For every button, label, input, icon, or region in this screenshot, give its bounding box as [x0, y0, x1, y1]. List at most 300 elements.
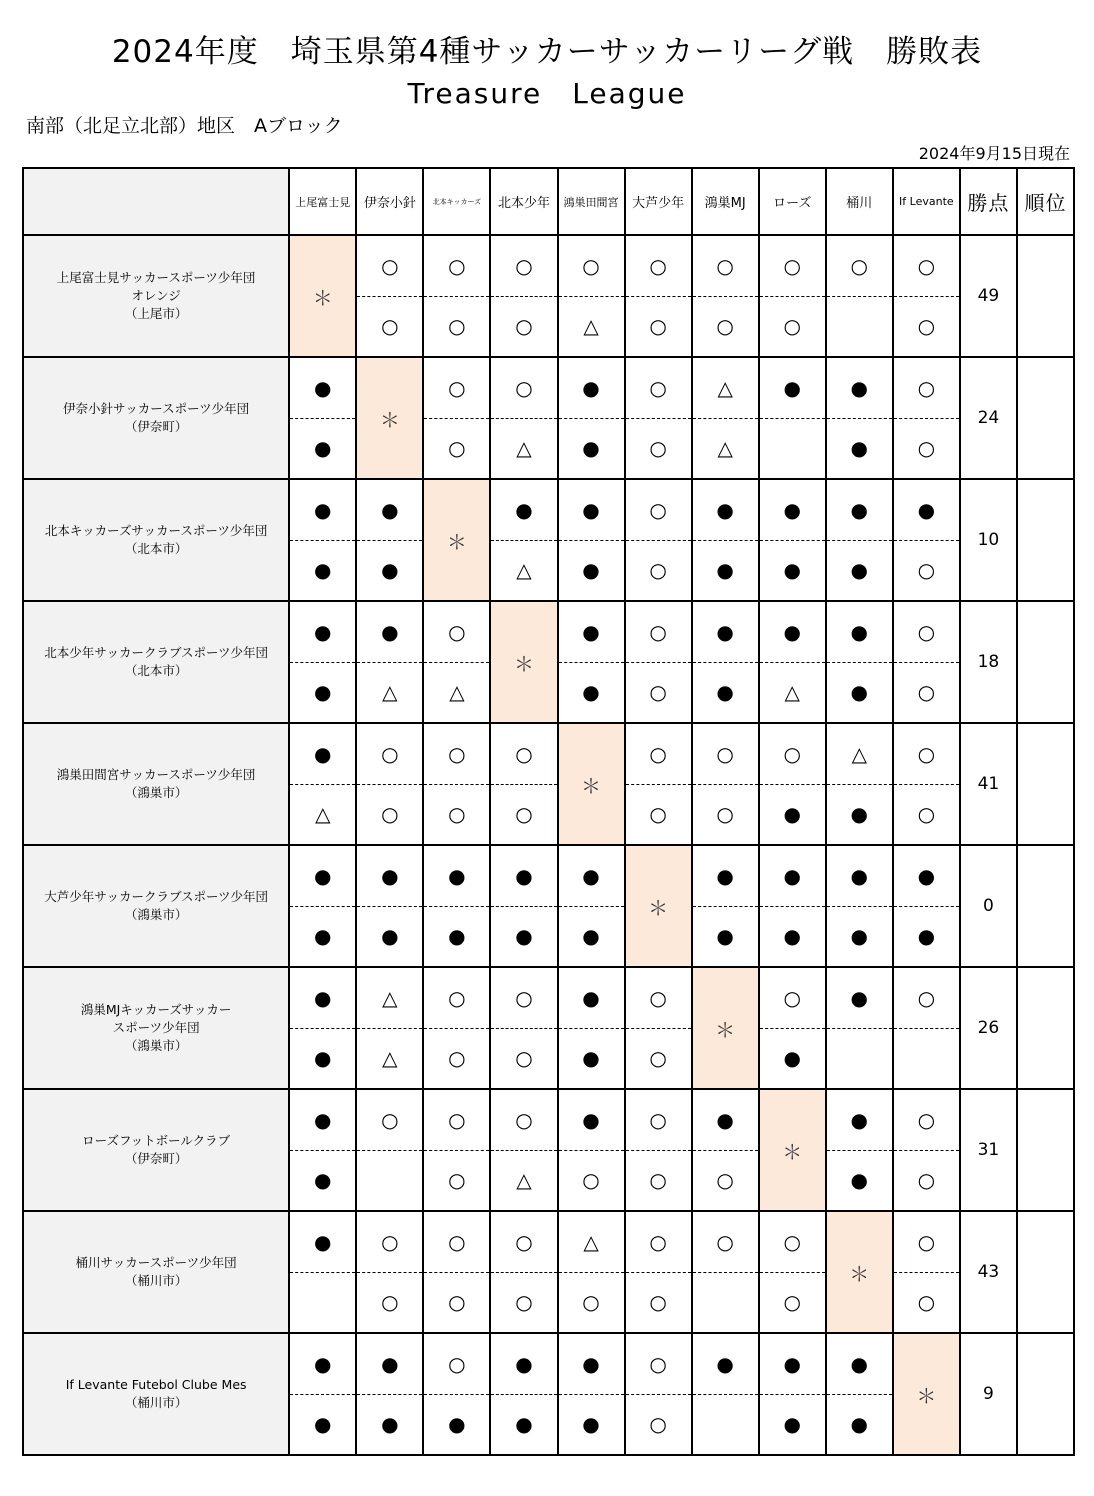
- second-round-result: ●: [850, 1168, 868, 1193]
- result-cell: [692, 601, 759, 723]
- first-round-result: ●: [559, 358, 624, 419]
- first-round-result: ○: [626, 602, 691, 663]
- result-cell: [826, 357, 893, 479]
- second-round-result: [760, 419, 825, 479]
- first-round-result: ○: [626, 968, 691, 1029]
- team-name-line: 北本少年サッカークラブスポーツ少年団: [44, 645, 268, 660]
- first-round-result: ●: [760, 846, 825, 907]
- result-cell: [356, 723, 423, 845]
- second-round-result: △: [516, 436, 532, 461]
- header-points: 勝点: [960, 168, 1017, 235]
- rank-cell: [1017, 967, 1074, 1089]
- first-round-result: ○: [894, 1212, 959, 1273]
- points-cell: 24: [960, 357, 1017, 479]
- self-match-cell: [625, 845, 692, 967]
- first-round-result: ●: [827, 1334, 892, 1395]
- result-cell: [356, 1089, 423, 1211]
- second-round-result: △: [315, 802, 331, 827]
- first-round-result: ●: [760, 480, 825, 541]
- second-round-result: ●: [582, 1046, 600, 1071]
- result-cell: [692, 1333, 759, 1455]
- second-round-result: ●: [314, 680, 332, 705]
- result-cell: [625, 1089, 692, 1211]
- first-round-result: ●: [357, 1334, 422, 1395]
- result-cell: [826, 845, 893, 967]
- first-round-result: ○: [357, 724, 422, 785]
- result-cell: [893, 479, 960, 601]
- second-round-result: ○: [917, 436, 936, 461]
- points-cell: 9: [960, 1333, 1017, 1455]
- header-team: 北本キッカーズ: [423, 168, 490, 235]
- first-round-result: ●: [290, 846, 355, 907]
- second-round-result: ●: [381, 558, 399, 583]
- team-name-line: （鴻巣市）: [124, 785, 188, 800]
- first-round-result: ○: [760, 236, 825, 297]
- first-round-result: ○: [424, 1212, 489, 1273]
- first-round-result: ●: [693, 480, 758, 541]
- second-round-result: [827, 297, 892, 357]
- first-round-result: ○: [760, 724, 825, 785]
- team-name-cell: [23, 723, 289, 845]
- second-round-result: ●: [314, 558, 332, 583]
- first-round-result: △: [827, 724, 892, 785]
- first-round-result: ●: [559, 846, 624, 907]
- result-cell: [289, 1089, 356, 1211]
- first-round-result: △: [357, 968, 422, 1029]
- first-round-result: ●: [357, 846, 422, 907]
- first-round-result: ●: [559, 1090, 624, 1151]
- result-cell: [625, 601, 692, 723]
- self-match-cell: [423, 479, 490, 601]
- header-row: [23, 168, 1074, 235]
- first-round-result: ●: [290, 1334, 355, 1395]
- first-round-result: ○: [693, 1212, 758, 1273]
- team-name-line: （伊奈町）: [124, 419, 188, 434]
- second-round-result: ○: [716, 314, 734, 339]
- result-cell: [356, 479, 423, 601]
- first-round-result: △: [693, 358, 758, 419]
- second-round-result: △: [516, 558, 532, 583]
- first-round-result: ○: [894, 358, 959, 419]
- second-round-result: △: [382, 680, 398, 705]
- team-row: [23, 1089, 1074, 1211]
- team-name-line: 北本キッカーズサッカースポーツ少年団: [44, 523, 268, 538]
- second-round-result: ○: [716, 1168, 734, 1193]
- first-round-result: ○: [357, 1090, 422, 1151]
- team-name-line: 鴻巣MJキッカーズサッカー: [80, 1002, 232, 1017]
- result-cell: [356, 845, 423, 967]
- second-round-result: ●: [850, 558, 868, 583]
- self-match-cell: [692, 967, 759, 1089]
- team-row: [23, 235, 1074, 357]
- second-round-result: △: [449, 680, 465, 705]
- first-round-result: ○: [357, 236, 422, 297]
- team-name-line: オレンジ: [131, 288, 181, 303]
- second-round-result: △: [382, 1046, 398, 1071]
- result-cell: [289, 357, 356, 479]
- second-round-result: ○: [716, 802, 734, 827]
- first-round-result: ○: [626, 1090, 691, 1151]
- team-name-cell: [23, 357, 289, 479]
- points-cell: 26: [960, 967, 1017, 1089]
- result-cell: [289, 1333, 356, 1455]
- first-round-result: ○: [626, 236, 691, 297]
- second-round-result: ●: [850, 436, 868, 461]
- second-round-result: △: [784, 680, 800, 705]
- first-round-result: ○: [491, 968, 556, 1029]
- first-round-result: ●: [357, 602, 422, 663]
- first-round-result: ●: [290, 1212, 355, 1273]
- result-cell: [759, 1211, 826, 1333]
- second-round-result: ●: [582, 1412, 600, 1437]
- second-round-result: ○: [783, 314, 801, 339]
- second-round-result: ●: [314, 436, 332, 461]
- header-team: 鴻巣田間宮: [558, 168, 625, 235]
- result-cell: [490, 967, 557, 1089]
- team-name-line: 伊奈小針サッカースポーツ少年団: [63, 401, 250, 416]
- league-name: Treasure League: [407, 77, 687, 110]
- rank-cell: [1017, 235, 1074, 357]
- result-cell: [826, 479, 893, 601]
- result-cell: [759, 967, 826, 1089]
- first-round-result: ○: [626, 724, 691, 785]
- first-round-result: ○: [626, 358, 691, 419]
- asterisk-icon: ＊: [849, 1261, 870, 1286]
- self-match-cell: [356, 357, 423, 479]
- rank-cell: [1017, 357, 1074, 479]
- second-round-result: ●: [314, 1412, 332, 1437]
- result-cell: [558, 357, 625, 479]
- asterisk-icon: ＊: [379, 407, 400, 432]
- second-round-result: ●: [917, 924, 936, 949]
- result-cell: [759, 845, 826, 967]
- team-row: [23, 601, 1074, 723]
- first-round-result: ●: [357, 480, 422, 541]
- result-cell: [490, 479, 557, 601]
- self-match-cell: [759, 1089, 826, 1211]
- second-round-result: ●: [515, 924, 533, 949]
- asterisk-icon: ＊: [446, 529, 467, 554]
- second-round-result: ○: [649, 802, 667, 827]
- team-name-cell: [23, 1089, 289, 1211]
- result-cell: [893, 601, 960, 723]
- first-round-result: ○: [491, 236, 556, 297]
- result-cell: [893, 723, 960, 845]
- team-name-line: （鴻巣市）: [124, 907, 188, 922]
- result-cell: [826, 235, 893, 357]
- second-round-result: ●: [515, 1412, 533, 1437]
- second-round-result: ○: [448, 802, 466, 827]
- result-cell: [356, 1333, 423, 1455]
- second-round-result: ●: [850, 680, 868, 705]
- first-round-result: ○: [424, 968, 489, 1029]
- result-cell: [692, 235, 759, 357]
- first-round-result: ○: [894, 968, 959, 1029]
- header-rank: 順位: [1017, 168, 1074, 235]
- first-round-result: ●: [290, 724, 355, 785]
- result-cell: [558, 967, 625, 1089]
- second-round-result: ○: [917, 558, 936, 583]
- team-row: [23, 1211, 1074, 1333]
- asterisk-icon: ＊: [782, 1139, 803, 1164]
- result-cell: [490, 1089, 557, 1211]
- team-name-line: （伊奈町）: [124, 1151, 188, 1166]
- second-round-result: ●: [783, 558, 801, 583]
- team-name-cell: [23, 601, 289, 723]
- second-round-result: ○: [515, 1046, 533, 1071]
- result-cell: [759, 357, 826, 479]
- first-round-result: ●: [693, 1090, 758, 1151]
- result-cell: [625, 1333, 692, 1455]
- second-round-result: ●: [850, 1412, 868, 1437]
- self-match-cell: [893, 1333, 960, 1455]
- first-round-result: ●: [290, 358, 355, 419]
- second-round-result: ○: [448, 1290, 466, 1315]
- second-round-result: ●: [716, 924, 734, 949]
- second-round-result: ○: [515, 802, 533, 827]
- second-round-result: ●: [582, 924, 600, 949]
- team-name-cell: [23, 479, 289, 601]
- header-team: ローズ: [759, 168, 826, 235]
- first-round-result: ○: [357, 1212, 422, 1273]
- first-round-result: ○: [894, 236, 959, 297]
- second-round-result: ○: [649, 1412, 667, 1437]
- result-cell: [289, 845, 356, 967]
- result-cell: [692, 845, 759, 967]
- team-name-line: スポーツ少年団: [112, 1020, 200, 1035]
- result-cell: [759, 1333, 826, 1455]
- first-round-result: ○: [424, 602, 489, 663]
- header-team: 上尾富士見: [289, 168, 356, 235]
- second-round-result: ●: [314, 1168, 332, 1193]
- result-cell: [423, 967, 490, 1089]
- result-cell: [826, 1089, 893, 1211]
- first-round-result: ●: [559, 968, 624, 1029]
- result-cell: [356, 1211, 423, 1333]
- first-round-result: ○: [760, 1212, 825, 1273]
- team-name-cell: [23, 967, 289, 1089]
- rank-cell: [1017, 601, 1074, 723]
- second-round-result: [290, 1273, 355, 1333]
- self-match-cell: [558, 723, 625, 845]
- rank-cell: [1017, 1333, 1074, 1455]
- team-name-line: 桶川サッカースポーツ少年団: [75, 1255, 237, 1270]
- header-team: If Levante: [893, 168, 960, 235]
- result-cell: [826, 723, 893, 845]
- result-cell: [625, 479, 692, 601]
- first-round-result: ●: [491, 1334, 556, 1395]
- rank-cell: [1017, 1089, 1074, 1211]
- as-of-date: 2024年9月15日現在: [918, 144, 1070, 163]
- first-round-result: ○: [491, 1212, 556, 1273]
- first-round-result: ○: [559, 236, 624, 297]
- first-round-result: ●: [894, 480, 959, 541]
- second-round-result: ○: [917, 680, 936, 705]
- first-round-result: ○: [424, 236, 489, 297]
- team-name-cell: [23, 235, 289, 357]
- first-round-result: ●: [760, 1334, 825, 1395]
- result-cell: [625, 723, 692, 845]
- team-name-line: （北本市）: [124, 541, 188, 556]
- result-cell: [558, 845, 625, 967]
- result-cell: [423, 601, 490, 723]
- team-row: [23, 723, 1074, 845]
- points-cell: 18: [960, 601, 1017, 723]
- points-cell: 10: [960, 479, 1017, 601]
- first-round-result: ○: [827, 236, 892, 297]
- result-cell: [826, 1333, 893, 1455]
- result-cell: [692, 479, 759, 601]
- result-cell: [759, 479, 826, 601]
- self-match-cell: [826, 1211, 893, 1333]
- second-round-result: ●: [582, 558, 600, 583]
- team-row: [23, 357, 1074, 479]
- asterisk-icon: ＊: [916, 1383, 937, 1408]
- points-cell: 41: [960, 723, 1017, 845]
- second-round-result: ●: [716, 558, 734, 583]
- result-cell: [289, 601, 356, 723]
- first-round-result: ●: [827, 846, 892, 907]
- first-round-result: ●: [827, 602, 892, 663]
- second-round-result: [693, 1395, 758, 1455]
- second-round-result: ○: [649, 1046, 667, 1071]
- first-round-result: ●: [693, 846, 758, 907]
- second-round-result: ○: [649, 314, 667, 339]
- region-block-label: 南部（北足立北部）地区 Aブロック: [26, 115, 343, 137]
- result-cell: [759, 723, 826, 845]
- result-cell: [625, 235, 692, 357]
- team-name-line: （鴻巣市）: [124, 1038, 188, 1053]
- first-round-result: ●: [559, 602, 624, 663]
- second-round-result: ●: [850, 924, 868, 949]
- first-round-result: ●: [559, 480, 624, 541]
- first-round-result: ○: [424, 724, 489, 785]
- self-match-cell: [490, 601, 557, 723]
- points-cell: 31: [960, 1089, 1017, 1211]
- first-round-result: ●: [290, 1090, 355, 1151]
- second-round-result: ●: [381, 924, 399, 949]
- result-cell: [893, 845, 960, 967]
- second-round-result: △: [583, 314, 599, 339]
- result-cell: [423, 235, 490, 357]
- team-row: [23, 845, 1074, 967]
- first-round-result: ●: [290, 480, 355, 541]
- result-cell: [893, 1089, 960, 1211]
- result-cell: [826, 967, 893, 1089]
- team-name-cell: [23, 1333, 289, 1455]
- result-cell: [423, 357, 490, 479]
- second-round-result: ●: [314, 1046, 332, 1071]
- second-round-result: ●: [783, 1046, 801, 1071]
- second-round-result: ○: [649, 558, 667, 583]
- second-round-result: ○: [582, 1168, 600, 1193]
- first-round-result: ●: [760, 602, 825, 663]
- second-round-result: [827, 1029, 892, 1089]
- second-round-result: ○: [582, 1290, 600, 1315]
- first-round-result: ○: [491, 724, 556, 785]
- first-round-result: ●: [693, 602, 758, 663]
- first-round-result: ●: [693, 1334, 758, 1395]
- second-round-result: ○: [515, 314, 533, 339]
- second-round-result: ●: [783, 1412, 801, 1437]
- result-cell: [490, 1333, 557, 1455]
- second-round-result: [894, 1029, 959, 1089]
- second-round-result: △: [516, 1168, 532, 1193]
- first-round-result: ○: [894, 1090, 959, 1151]
- asterisk-icon: ＊: [513, 651, 534, 676]
- second-round-result: ○: [917, 1168, 936, 1193]
- second-round-result: ○: [649, 436, 667, 461]
- result-cell: [423, 1333, 490, 1455]
- second-round-result: ○: [649, 1290, 667, 1315]
- first-round-result: ○: [491, 1090, 556, 1151]
- team-name-line: （桶川市）: [124, 1395, 188, 1410]
- second-round-result: ●: [783, 802, 801, 827]
- first-round-result: ●: [290, 602, 355, 663]
- result-cell: [692, 1211, 759, 1333]
- header-team: 鴻巣MJ: [692, 168, 759, 235]
- team-name-line: ローズフットボールクラブ: [82, 1133, 231, 1148]
- team-name-cell: [23, 1211, 289, 1333]
- result-cell: [356, 235, 423, 357]
- first-round-result: ○: [626, 480, 691, 541]
- first-round-result: ○: [626, 1212, 691, 1273]
- header-team: 伊奈小針: [356, 168, 423, 235]
- team-name-line: If Levante Futebol Clube Mes: [65, 1377, 247, 1392]
- result-cell: [423, 1211, 490, 1333]
- second-round-result: ○: [917, 314, 936, 339]
- result-cell: [490, 723, 557, 845]
- asterisk-icon: ＊: [648, 895, 669, 920]
- second-round-result: ●: [850, 802, 868, 827]
- points-cell: 49: [960, 235, 1017, 357]
- result-cell: [558, 601, 625, 723]
- first-round-result: ○: [424, 1090, 489, 1151]
- header-corner: [23, 168, 289, 235]
- first-round-result: ●: [827, 358, 892, 419]
- result-cell: [893, 357, 960, 479]
- second-round-result: ○: [783, 1290, 801, 1315]
- points-cell: 0: [960, 845, 1017, 967]
- rank-cell: [1017, 1211, 1074, 1333]
- second-round-result: ●: [448, 924, 466, 949]
- result-cell: [625, 967, 692, 1089]
- first-round-result: ○: [626, 1334, 691, 1395]
- header-team: 北本少年: [490, 168, 557, 235]
- asterisk-icon: ＊: [715, 1017, 736, 1042]
- result-cell: [490, 235, 557, 357]
- team-name-line: （桶川市）: [124, 1273, 188, 1288]
- team-name-line: （北本市）: [124, 663, 188, 678]
- first-round-result: ●: [827, 1090, 892, 1151]
- self-match-cell: [289, 235, 356, 357]
- first-round-result: ●: [491, 480, 556, 541]
- second-round-result: ○: [917, 802, 936, 827]
- first-round-result: ○: [760, 968, 825, 1029]
- result-cell: [893, 967, 960, 1089]
- team-name-line: 鴻巣田間宮サッカースポーツ少年団: [56, 767, 256, 782]
- second-round-result: ○: [448, 1168, 466, 1193]
- second-round-result: ○: [649, 1168, 667, 1193]
- header-team: 桶川: [826, 168, 893, 235]
- result-cell: [893, 1211, 960, 1333]
- team-row: [23, 967, 1074, 1089]
- team-name-line: 大芦少年サッカークラブスポーツ少年団: [44, 889, 268, 904]
- result-cell: [490, 357, 557, 479]
- result-cell: [625, 1211, 692, 1333]
- first-round-result: ○: [894, 602, 959, 663]
- second-round-result: ○: [448, 436, 466, 461]
